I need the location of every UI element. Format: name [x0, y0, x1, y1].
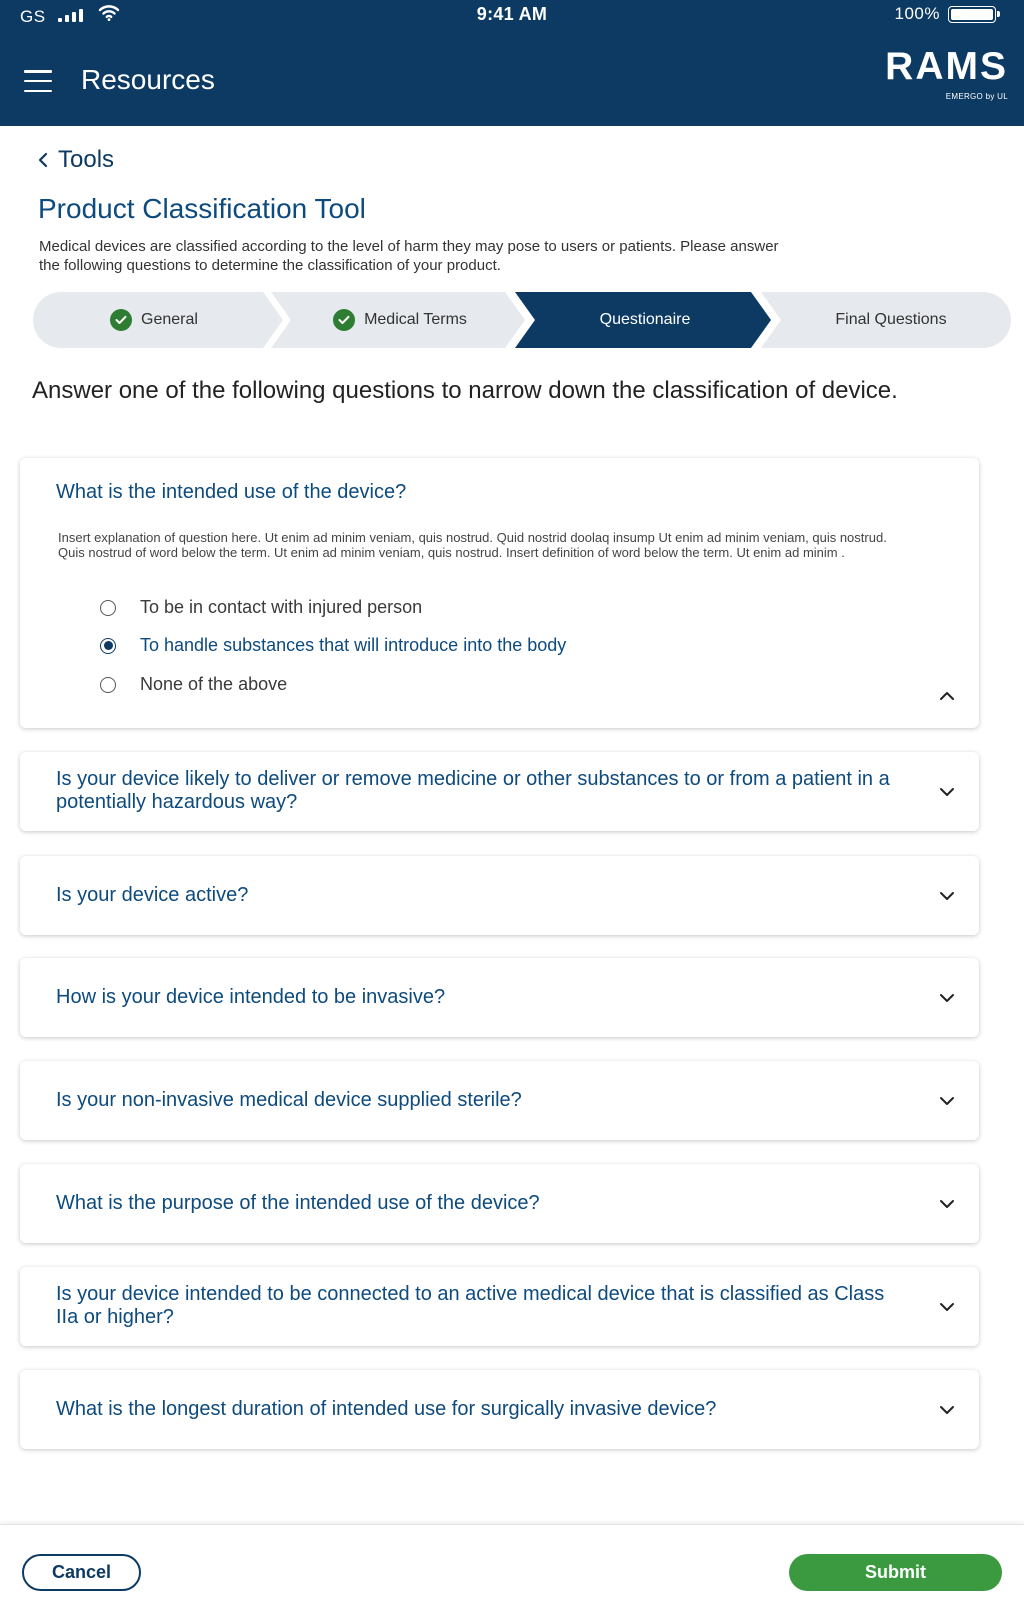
battery-icon — [948, 6, 996, 23]
battery-percentage: 100% — [894, 4, 940, 23]
chevron-down-icon[interactable] — [939, 1199, 955, 1209]
step-medical-terms[interactable] — [271, 292, 525, 348]
option-label: To be in contact with injured person — [140, 597, 423, 617]
check-circle-icon — [110, 309, 132, 331]
radio-option[interactable] — [100, 674, 287, 695]
logo-subtext: EMERGO by UL — [945, 92, 1008, 101]
option-label: To handle substances that will introduce into the body — [140, 635, 567, 655]
instruction-text: Answer one of the following questions to narrow down the classification of device. — [32, 377, 898, 404]
question-card[interactable] — [20, 1370, 979, 1449]
carrier-label: GS — [20, 7, 46, 26]
question-card[interactable] — [20, 752, 979, 831]
question-card[interactable] — [20, 856, 979, 935]
question-text: Is your device likely to deliver or remove medicine or other substances to or from a patient in a potentially hazardous way? — [56, 768, 890, 813]
page-title: Product Classification Tool — [38, 193, 366, 224]
question-card[interactable] — [20, 1061, 979, 1140]
submit-button[interactable]: Submit — [789, 1554, 1002, 1591]
status-bar — [0, 0, 1024, 30]
question-card[interactable] — [20, 1164, 979, 1243]
step-label: Final Questions — [835, 311, 947, 328]
question-text: What is the intended use of the device? — [56, 481, 407, 503]
radio-button[interactable] — [100, 600, 116, 616]
question-text: How is your device intended to be invasive? — [56, 986, 446, 1008]
chevron-down-icon[interactable] — [939, 1405, 955, 1415]
chevron-left-icon — [38, 152, 48, 168]
logo-wordmark: RAMS — [885, 45, 1008, 88]
chevron-down-icon[interactable] — [939, 1096, 955, 1106]
step-final-questions[interactable] — [761, 292, 1011, 348]
question-text: Is your device active? — [56, 884, 249, 906]
back-link-label: Tools — [58, 146, 115, 173]
step-questionaire[interactable] — [515, 292, 771, 348]
question-text: What is the longest duration of intended use for surgically invasive device? — [56, 1398, 717, 1420]
chevron-down-icon[interactable] — [939, 787, 955, 797]
status-time: 9:41 AM — [476, 4, 548, 24]
rams-logo — [885, 45, 1008, 101]
check-circle-icon — [333, 309, 355, 331]
app-header — [0, 0, 1024, 126]
question-explanation: Insert explanation of question here. Ut enim ad minim veniam, quis nostrud. Quid nostrid doolaq insump Ut enim ad minim veniam, quis nostrud. Quis nostrud of word below the term. Ut enim ad minim veniam, quis nostrud. Insert definition of word below the term. Ut enim ad minim . — [58, 530, 887, 560]
chevron-down-icon[interactable] — [939, 993, 955, 1003]
option-label: None of the above — [140, 674, 288, 694]
step-label: Medical Terms — [364, 311, 467, 328]
radio-button[interactable] — [100, 677, 116, 693]
hamburger-menu-icon[interactable] — [24, 70, 52, 92]
radio-option-selected[interactable] — [100, 635, 566, 656]
header-title: Resources — [81, 64, 215, 95]
question-text: What is the purpose of the intended use of the device? — [56, 1192, 540, 1214]
question-text: Is your non-invasive medical device supplied sterile? — [56, 1089, 522, 1111]
step-label: General — [141, 311, 198, 328]
cancel-button[interactable]: Cancel — [22, 1554, 141, 1591]
page-description: Medical devices are classified according to the level of harm they may pose to users or patients. Please answer the following questions to determine the classification of your product. — [39, 238, 779, 274]
question-card[interactable] — [20, 958, 979, 1037]
step-label: Questionaire — [599, 311, 691, 328]
chevron-down-icon[interactable] — [939, 891, 955, 901]
progress-stepper — [33, 292, 1011, 348]
action-footer — [0, 1524, 1024, 1613]
question-text: Is your device intended to be connected to an active medical device that is classified as Class IIa or higher? — [56, 1283, 885, 1328]
chevron-down-icon[interactable] — [939, 1302, 955, 1312]
back-to-tools-link[interactable] — [38, 146, 114, 174]
chevron-up-icon[interactable] — [939, 691, 955, 701]
question-card-expanded[interactable] — [20, 458, 979, 728]
radio-button[interactable] — [100, 638, 116, 654]
question-card[interactable] — [20, 1267, 979, 1346]
radio-option[interactable] — [100, 597, 422, 618]
step-general[interactable] — [33, 292, 283, 348]
